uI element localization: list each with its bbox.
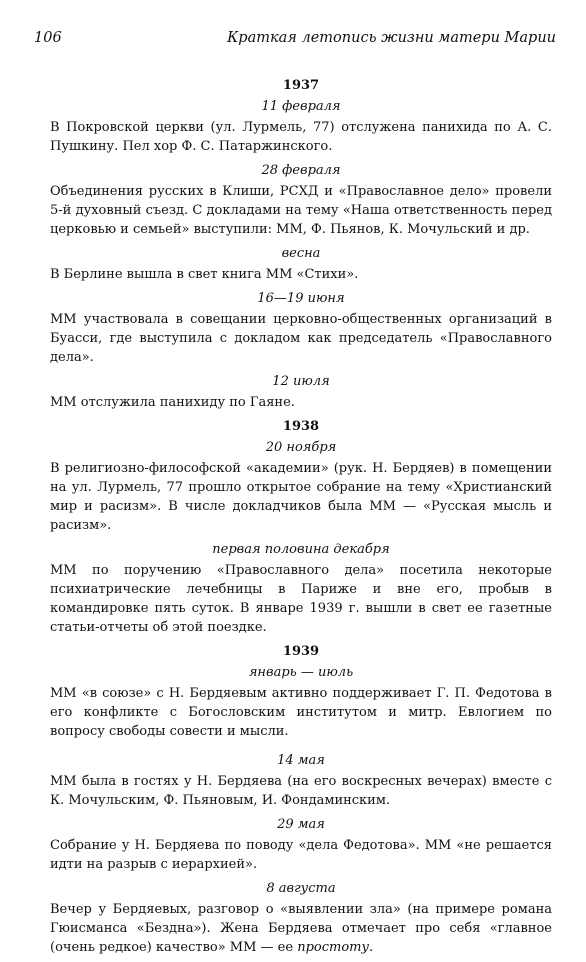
entry-text: 11 февраля: [261, 99, 341, 114]
entry-text: 28 февраля: [261, 163, 341, 178]
entry-paragraph: [50, 182, 552, 239]
entry-paragraph: [50, 772, 552, 810]
entry-paragraph: [50, 836, 552, 874]
entry-text: первая половина декабря: [212, 542, 390, 557]
entry-text: Вечер у Бердяевых, разговор о «выявлении зла» (на примере романа Гюисманса «Бездна»). Жена Бердяева отмечает про себя «главное (очень редкое) качество» ММ — ее: [50, 902, 552, 955]
entry-text: 20 ноября: [265, 440, 337, 455]
entry-text: В Покровской церкви (ул. Лурмель, 77) отслужена панихида по А. С. Пушкину. Пел хор Ф. С. Патаржинского.: [50, 120, 552, 154]
running-title: Краткая летопись жизни матери Марии: [227, 30, 556, 46]
chronicle-body: [50, 76, 552, 962]
entry-text: 1938: [282, 419, 320, 434]
entry-text: январь — июль: [248, 665, 354, 680]
entry-paragraph: [50, 265, 552, 284]
entry-text: весна: [281, 246, 321, 261]
entry-text: ММ была в гостях у Н. Бердяева (на его воскресных вечерах) вместе с К. Мочульским, Ф. Пьяновым, И. Фондаминским.: [50, 774, 552, 808]
entry-text: 1939: [282, 644, 320, 659]
entry-paragraph: [50, 118, 552, 156]
entry-text: ММ отслужила панихиду по Гаяне.: [50, 395, 295, 410]
entry-text: 12 июля: [272, 374, 330, 389]
date-heading: [50, 751, 552, 770]
entry-text: Собрание у Н. Бердяева по поводу «дела Федотова». ММ «не решается идти на разрыв с иерархией».: [50, 838, 552, 872]
date-heading: [50, 244, 552, 263]
entry-text: 14 мая: [277, 753, 325, 768]
emphasized-word: простоту.: [297, 940, 374, 955]
entry-text: 1937: [282, 78, 320, 93]
entry-text: 8 августа: [266, 881, 336, 896]
entry-text: 16—19 июня: [257, 291, 345, 306]
date-heading: [50, 879, 552, 898]
entry-paragraph: [50, 310, 552, 367]
entry-text: ММ по поручению «Православного дела» посетила некоторые психиатрические лечебницы в Париже и вне его, пробыв в командировке пять суток. В январе 1939 г. вышли в свет ее газетные статьи-отчеты об этой поездке.: [50, 563, 552, 635]
date-heading: [50, 438, 552, 457]
date-heading: [50, 372, 552, 391]
date-heading: [50, 289, 552, 308]
date-heading: [50, 663, 552, 682]
entry-text: В религиозно-философской «академии» (рук. Н. Бердяев) в помещении на ул. Лурмель, 77 прошло открытое собрание на тему «Христианский мир и расизм». В числе докладчиков была ММ — «Русская мысль и расизм».: [50, 461, 552, 533]
entry-paragraph: [50, 684, 552, 741]
year-heading: [50, 417, 552, 436]
year-heading: [50, 642, 552, 661]
year-heading: [50, 76, 552, 95]
entry-text: ММ «в союзе» с Н. Бердяевым активно поддерживает Г. П. Федотова в его конфликте с Богословским институтом и митр. Евлогием по вопросу свободы совести и мысли.: [50, 686, 552, 739]
page-number: 106: [34, 30, 62, 46]
date-heading: [50, 161, 552, 180]
entry-paragraph: [50, 900, 552, 957]
entry-paragraph: [50, 561, 552, 637]
entry-paragraph: [50, 459, 552, 535]
entry-text: Объединения русских в Клиши, РСХД и «Православное дело» провели 5-й духовный съезд. С докладами на тему «Наша ответственность перед церковью и семьей» выступили: ММ, Ф. Пьянов, К. Мочульский и др.: [50, 184, 552, 237]
date-heading: [50, 540, 552, 559]
entry-text: В Берлине вышла в свет книга ММ «Стихи».: [50, 267, 359, 282]
entry-text: 29 мая: [277, 817, 325, 832]
entry-text: ММ участвовала в совещании церковно-общественных организаций в Буасси, где выступила с докладом как председатель «Православного дела».: [50, 312, 552, 365]
date-heading: [50, 97, 552, 116]
date-heading: [50, 815, 552, 834]
entry-paragraph: [50, 393, 552, 412]
page-header: [34, 30, 556, 46]
